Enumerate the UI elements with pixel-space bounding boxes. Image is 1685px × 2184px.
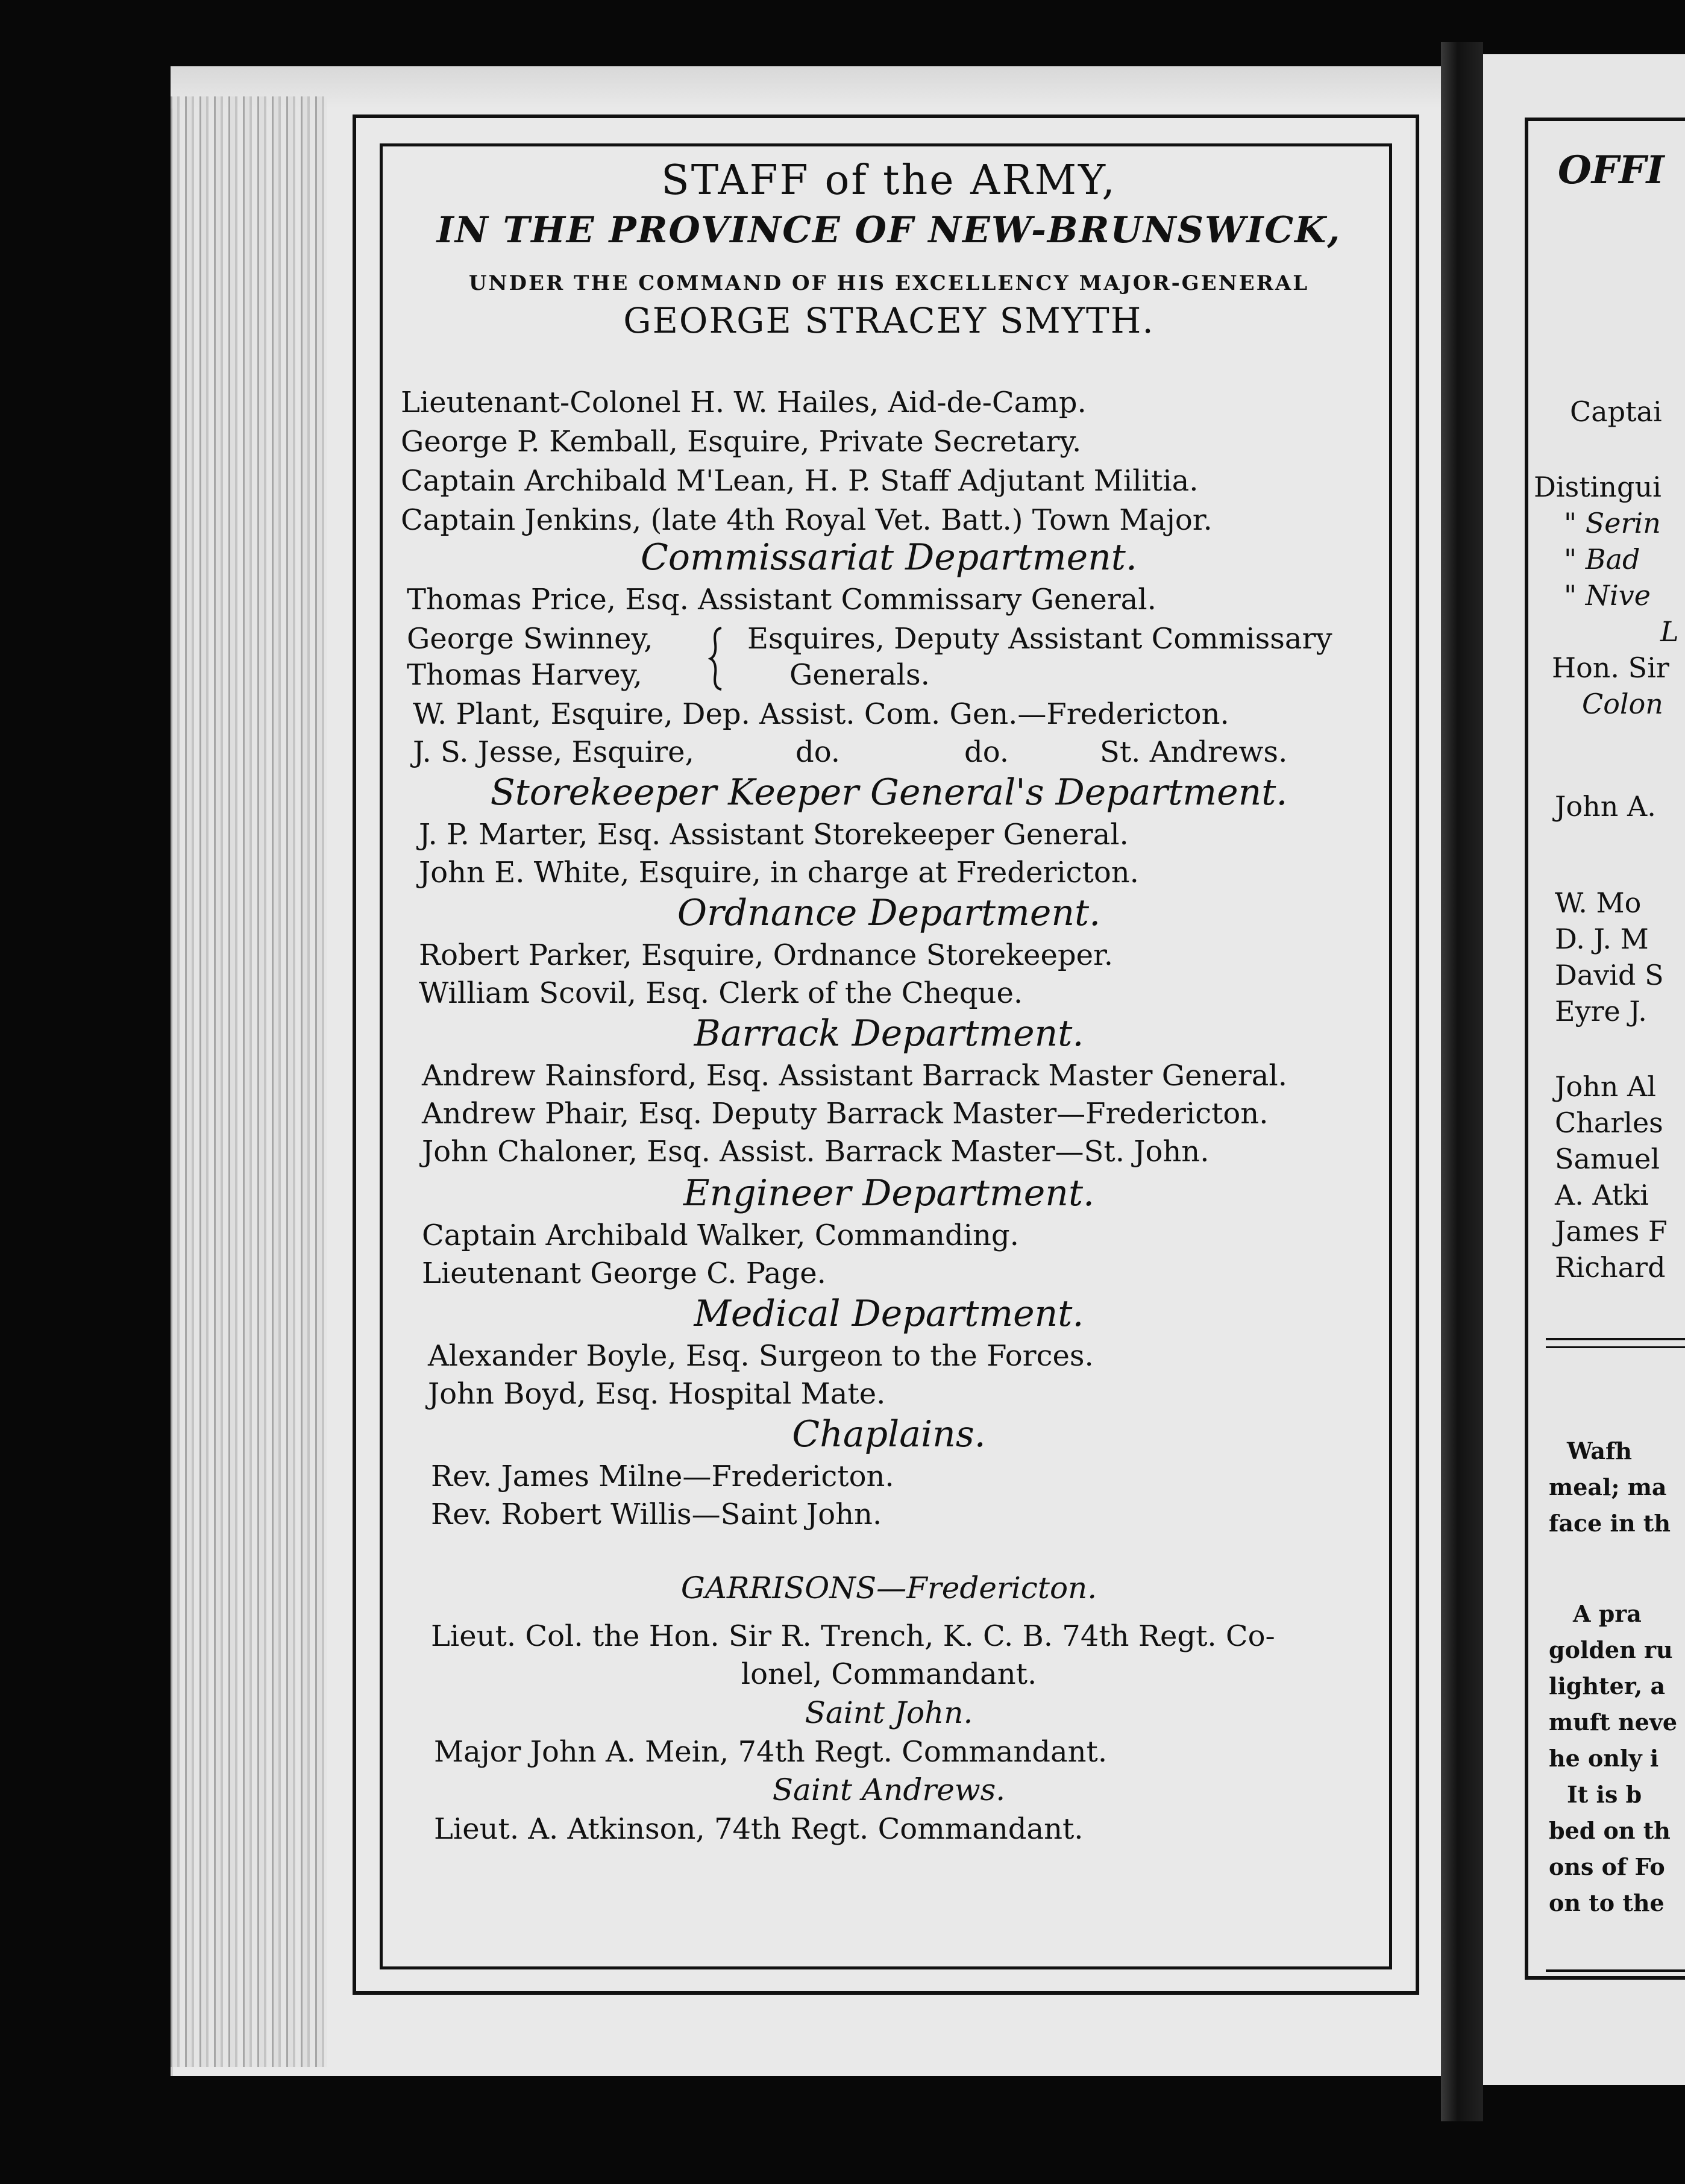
right-text-5: golden ru — [1549, 1636, 1673, 1663]
engineer-title: Engineer Department. — [683, 1172, 1095, 1214]
right-line-18: James F — [1555, 1215, 1668, 1247]
right-line-13: Eyre J. — [1555, 995, 1647, 1028]
right-text-2: meal; ma — [1549, 1473, 1667, 1501]
page-top-shadow — [171, 66, 1441, 108]
commissariat-line-5-ditto-1: do. — [795, 735, 841, 769]
garrison-saint-andrews-line: Lieut. A. Atkinson, 74th Regt. Commandant. — [434, 1812, 1084, 1846]
engineer-line-1: Captain Archibald Walker, Commanding. — [422, 1219, 1019, 1252]
chaplains-line-2: Rev. Robert Willis—Saint John. — [431, 1498, 882, 1531]
right-text-4: A pra — [1573, 1600, 1642, 1627]
right-line-7: Hon. Sir — [1552, 651, 1669, 684]
right-text-7: muft neve — [1549, 1709, 1678, 1736]
right-line-10: W. Mo — [1555, 886, 1642, 919]
commissariat-title: Commissariat Department. — [640, 536, 1137, 579]
commissariat-line-5-ditto-2: do. — [964, 735, 1009, 769]
brace-icon — [708, 626, 726, 692]
medical-line-2: John Boyd, Esq. Hospital Mate. — [428, 1377, 886, 1411]
right-text-3: face in th — [1549, 1510, 1671, 1537]
commissariat-brace-text-1: Esquires, Deputy Assistant Commissary — [747, 622, 1332, 656]
right-line-9: John A. — [1555, 790, 1656, 823]
right-line-17: A. Atki — [1555, 1179, 1649, 1211]
commissariat-line-5-place: St. Andrews. — [1100, 735, 1288, 769]
engineer-line-2: Lieutenant George C. Page. — [422, 1257, 826, 1290]
storekeeper-line-2: John E. White, Esquire, in charge at Fredericton. — [419, 856, 1139, 890]
right-line-2: Distingui — [1534, 471, 1661, 503]
right-text-11: ons of Fo — [1549, 1853, 1665, 1880]
chaplains-line-1: Rev. James Milne—Fredericton. — [431, 1460, 894, 1493]
right-line-4: " Bad — [1564, 543, 1640, 576]
barrack-line-2: Andrew Phair, Esq. Deputy Barrack Master—Fredericton. — [422, 1097, 1269, 1131]
garrison-fredericton-line-1: Lieut. Col. the Hon. Sir R. Trench, K. C. B. 74th Regt. Co- — [431, 1619, 1275, 1653]
commissariat-brace-text-2: Generals. — [789, 658, 930, 692]
right-heading: OFFI — [1558, 148, 1665, 193]
right-line-1: Captai — [1570, 395, 1662, 428]
left-page-content — [386, 145, 1392, 1965]
right-line-5: " Nive — [1564, 579, 1651, 612]
garrison-fredericton-line-2: lonel, Commandant. — [741, 1657, 1037, 1691]
book-gutter — [1441, 42, 1483, 2121]
storekeeper-title: Storekeeper Keeper General's Department. — [490, 771, 1288, 814]
heading-general-name: GEORGE STRACEY SMYTH. — [623, 300, 1155, 341]
right-line-6: L — [1660, 615, 1679, 648]
garrison-saint-john-line: Major John A. Mein, 74th Regt. Commandant. — [434, 1735, 1108, 1769]
garrisons-title: GARRISONS—Fredericton. — [680, 1571, 1097, 1605]
heading-command: UNDER THE COMMAND OF HIS EXCELLENCY MAJOR-GENERAL — [468, 271, 1310, 295]
heading-province: IN THE PROVINCE OF NEW-BRUNSWICK, — [436, 209, 1341, 251]
staff-line-2: George P. Kemball, Esquire, Private Secretary. — [401, 425, 1082, 459]
staff-line-4: Captain Jenkins, (late 4th Royal Vet. Batt.) Town Major. — [401, 503, 1213, 537]
right-line-11: D. J. M — [1555, 923, 1649, 955]
right-text-9: It is b — [1567, 1781, 1642, 1808]
right-line-16: Samuel — [1555, 1143, 1660, 1175]
garrison-saint-andrews-head: Saint Andrews. — [772, 1772, 1006, 1807]
right-line-12: David S — [1555, 959, 1664, 991]
right-line-3: " Serin — [1564, 507, 1661, 539]
commissariat-brace-name-2: Thomas Harvey, — [407, 658, 642, 692]
heading-staff: STAFF of the ARMY, — [661, 157, 1117, 204]
chaplains-title: Chaplains. — [792, 1413, 986, 1455]
right-text-12: on to the — [1549, 1889, 1665, 1916]
ordnance-line-2: William Scovil, Esq. Clerk of the Cheque. — [419, 976, 1023, 1010]
right-line-15: Charles — [1555, 1106, 1663, 1139]
barrack-title: Barrack Department. — [694, 1012, 1084, 1055]
commissariat-line-1: Thomas Price, Esq. Assistant Commissary General. — [407, 583, 1156, 617]
ordnance-title: Ordnance Department. — [677, 892, 1101, 934]
right-page-content — [1534, 121, 1685, 1989]
right-text-8: he only i — [1549, 1745, 1659, 1772]
right-text-1: Wafh — [1567, 1437, 1632, 1464]
storekeeper-line-1: J. P. Marter, Esq. Assistant Storekeeper General. — [419, 818, 1129, 852]
garrison-saint-john-head: Saint John. — [805, 1695, 973, 1730]
staff-line-3: Captain Archibald M'Lean, H. P. Staff Adjutant Militia. — [401, 464, 1199, 498]
barrack-line-3: John Chaloner, Esq. Assist. Barrack Master—St. John. — [422, 1135, 1210, 1169]
ordnance-line-1: Robert Parker, Esquire, Ordnance Storekeeper. — [419, 938, 1113, 972]
right-line-14: John Al — [1555, 1070, 1656, 1103]
right-line-8: Colon — [1582, 688, 1663, 720]
right-text-10: bed on th — [1549, 1817, 1671, 1844]
medical-line-1: Alexander Boyle, Esq. Surgeon to the Forces. — [428, 1339, 1094, 1373]
right-line-19: Richard — [1555, 1251, 1666, 1284]
commissariat-brace-name-1: George Swinney, — [407, 622, 653, 656]
medical-title: Medical Department. — [694, 1293, 1084, 1335]
right-text-6: lighter, a — [1549, 1672, 1666, 1699]
barrack-line-1: Andrew Rainsford, Esq. Assistant Barrack Master General. — [422, 1059, 1287, 1093]
staff-line-1: Lieutenant-Colonel H. W. Hailes, Aid-de-Camp. — [401, 386, 1087, 419]
commissariat-line-5-name: J. S. Jesse, Esquire, — [413, 735, 694, 769]
commissariat-line-4: W. Plant, Esquire, Dep. Assist. Com. Gen.—Fredericton. — [413, 697, 1229, 731]
page-edges — [171, 96, 327, 2067]
